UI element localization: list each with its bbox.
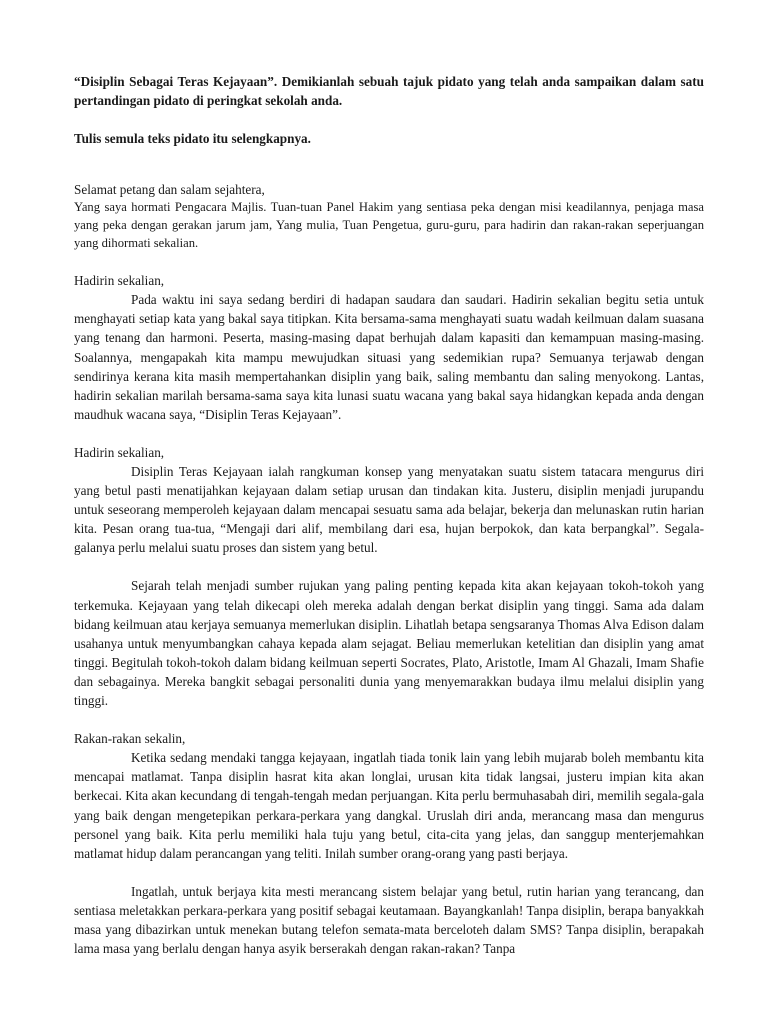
section-2 <box>74 443 704 558</box>
salutation: Rakan-rakan sekalin, <box>74 731 186 747</box>
section-5 <box>74 882 704 958</box>
body-paragraph: Sejarah telah menjadi sumber rujukan yang paling penting kepada kita akan kejayaan tokoh-tokoh yang terkemuka. Kejayaan yang telah dikecapi oleh mereka adalah dengan berkat disiplin yang tinggi. Sama ada dalam bidang keilmuan atau kerjaya semuanya memerlukan disiplin. Lihatlah betapa sengsaranya Thomas Alva Edison dalam usahanya untuk menyumbangkan cahaya kepada alam sejagat. Beliau memerlukan ketelitian dan disiplin yang amat tinggi. Begitulah tokoh-tokoh dalam bidang keilmuan seperti Socrates, Plato, Aristotle, Imam Al Ghazali, Imam Shafie dan sebagainya. Mereka bangkit sebagai personaliti dunia yang menyemarakkan budaya ilmu melalui disiplin yang tinggi. <box>74 578 704 709</box>
body-paragraph: Ketika sedang mendaki tangga kejayaan, ingatlah tiada tonik lain yang lebih mujarab boleh membantu kita mencapai matlamat. Tanpa disiplin hasrat kita akan longlai, urusan kita tidak langsai, justeru impian kita akan berkecai. Kita akan kecundang di tengah-tengah medan perjuangan. Kita perlu bermuhasabah diri, memilih segala-gala yang baik dengan mengetepikan perkara-perkara yang dangkal. Uruslah diri anda, merancang masa dan mengurus personel yang baik. Kita perlu memiliki hala tuju yang betul, cita-cita yang jelas, dan sanggup menterjemahkan matlamat hidup dalam perancangan yang teliti. Inilah sumber orang-orang yang pasti berjaya. <box>74 750 704 861</box>
salutation: Hadirin sekalian, <box>74 444 165 460</box>
essay-document <box>74 72 704 958</box>
formal-address: Yang saya hormati Pengacara Majlis. Tuan-tuan Panel Hakim yang sentiasa peka dengan misi keadilannya, penjaga masa yang peka dengan gerakan jarum jam, Yang mulia, Tuan Pengetua, guru-guru, para hadirin dan rakan-rakan seperjuangan yang dihormati sekalian. <box>74 200 704 250</box>
question-prompt: “Disiplin Sebagai Teras Kejayaan”. Demikianlah sebuah tajuk pidato yang telah anda sampaikan dalam satu pertandingan pidato di peringkat sekolah anda. <box>74 74 704 109</box>
section-1 <box>74 271 704 424</box>
body-paragraph: Ingatlah, untuk berjaya kita mesti merancang sistem belajar yang betul, rutin harian yang terancang, dan sentiasa meletakkan perkara-perkara yang positif sebagai keutamaan. Bayangkanlah! Tanpa disiplin, berapa banyakkah masa yang dibazirkan untuk menekan butang telefon semata-mata berceloteh dalam SMS? Tanpa disiplin, berapakah lama masa yang berlalu dengan hanya asyik berserakah dengan rakan-rakan? Tanpa <box>74 883 704 957</box>
body-paragraph: Disiplin Teras Kejayaan ialah rangkuman konsep yang menyatakan suatu sistem tatacara mengurus diri yang betul pasti menatijahkan kejayaan dalam setiap urusan dan tindakan kita. Justeru, disiplin menjadi jurupandu untuk seseorang memperoleh kejayaan dalam mencapai sesuatu sama ada belajar, bekerja dan melunaskan rutin harian kita. Pesan orang tua-tua, “Mengaji dari alif, membilang dari esa, hujan berpokok, dan kata berpangkal”. Segala-galanya perlu melalui suatu proses dan sistem yang betul. <box>74 464 704 556</box>
section-4 <box>74 729 704 863</box>
body-paragraph: Pada waktu ini saya sedang berdiri di hadapan saudara dan saudari. Hadirin sekalian begitu setia untuk menghayati setiap kata yang bakal saya titipkan. Kita bersama-sama menghayati suatu wadah keilmuan dalam suasana yang tenang dan harmoni. Peserta, masing-masing dapat berhujah dalam kapasiti dan kemampuan masing-masing. Soalannya, mengapakah kita mampu mewujudkan situasi yang sedemikian rupa? Semuanya terjawab dengan sendirinya kerana kita masih mempertahankan disiplin yang baik, saling membantu dan saling menyokong. Lantas, hadirin sekalian marilah bersama-sama saya kita lunasi suatu wacana yang bakal saya hidangkan kepada anda dengan maudhuk wacana saya, “Disiplin Teras Kejayaan”. <box>74 292 704 422</box>
opening-block <box>74 180 704 252</box>
salutation: Hadirin sekalian, <box>74 273 165 289</box>
question-instruction: Tulis semula teks pidato itu selengkapnya. <box>74 131 311 147</box>
greeting: Selamat petang dan salam sejahtera, <box>74 182 265 198</box>
section-3 <box>74 576 704 710</box>
